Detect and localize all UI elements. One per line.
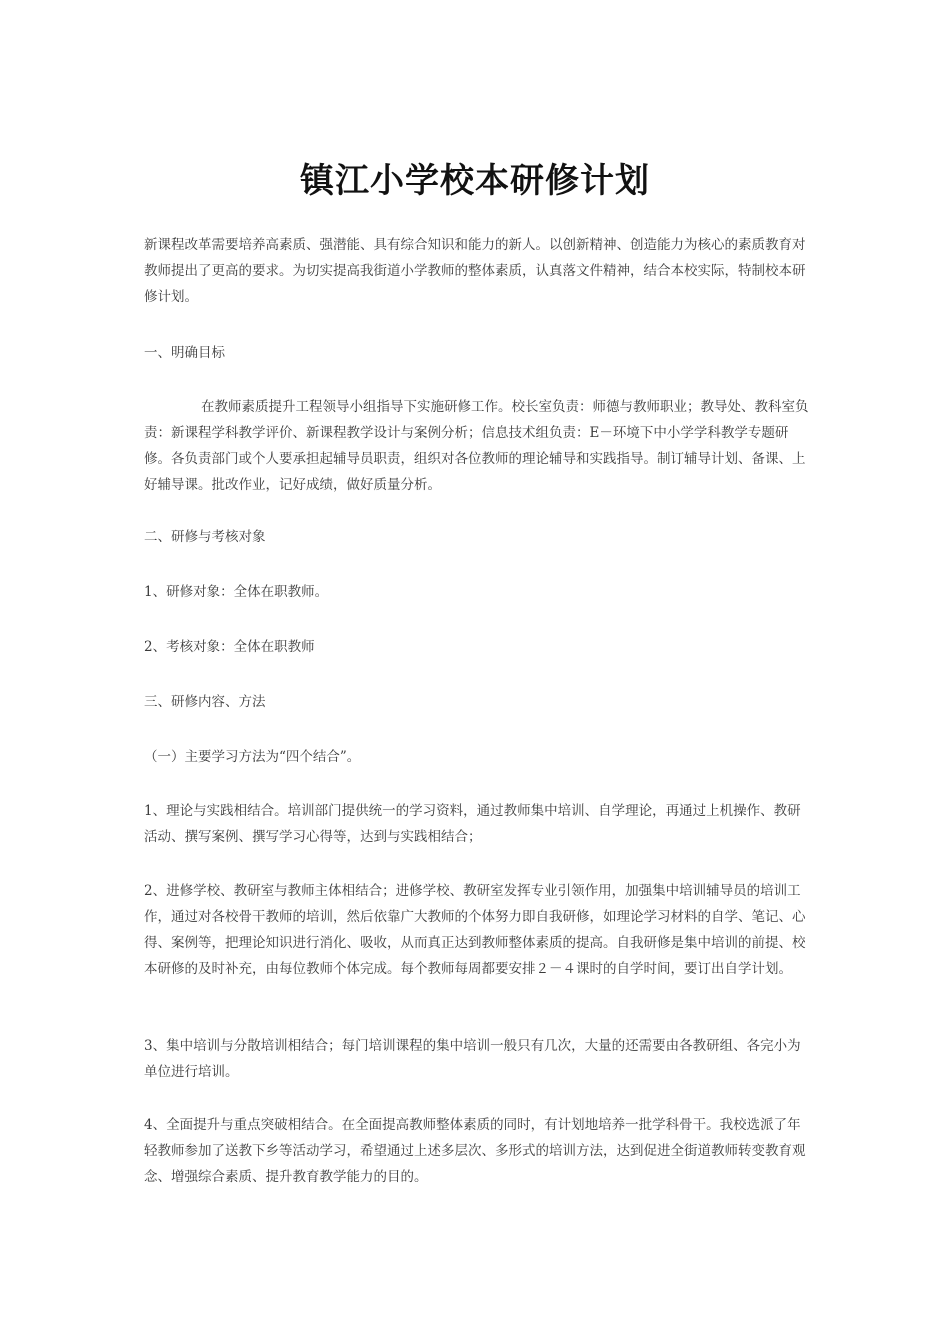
section2-heading: 二、研修与考核对象	[144, 529, 266, 545]
section2-item-1: 1、研修对象：全体在职教师。	[144, 584, 329, 600]
section3-point-1: 1、理论与实践相结合。培训部门提供统一的学习资料，通过教师集中培训、自学理论，再通过上机操作、教研活动、撰写案例、撰写学习心得等，达到与实践相结合；	[144, 803, 801, 845]
section1-body: 在教师素质提升工程领导小组指导下实施研修工作。校长室负责：师德与教师职业；教导处、教科室负责：新课程学科教学评价、新课程教学设计与案例分析；信息技术组负责：E－环境下中小学学科教学专题研修。各负责部门或个人要承担起辅导员职责，组织对各位教师的理论辅导和实践指导。制订辅导计划、备课、上好辅导课。批改作业，记好成绩，做好质量分析。	[144, 399, 809, 493]
section3-subheading: （一）主要学习方法为“四个结合”。	[144, 749, 361, 765]
section2-item-2: 2、考核对象：全体在职教师	[144, 639, 315, 655]
section1-heading: 一、明确目标	[144, 345, 225, 361]
section3-heading: 三、研修内容、方法	[144, 694, 266, 710]
section3-point-4: 4、全面提升与重点突破相结合。在全面提高教师整体素质的同时，有计划地培养一批学科骨干。我校选派了年轻教师参加了送教下乡等活动学习，希望通过上述多层次、多形式的培训方法，达到促进全街道教师转变教育观念、增强综合素质、提升教育教学能力的目的。	[144, 1117, 806, 1185]
document-title: 镇江小学校本研修计划	[300, 161, 650, 201]
section3-point-3: 3、集中培训与分散培训相结合；每门培训课程的集中培训一般只有几次，大量的还需要由各教研组、各完小为单位进行培训。	[144, 1038, 801, 1080]
intro-paragraph: 新课程改革需要培养高素质、强潜能、具有综合知识和能力的新人。以创新精神、创造能力为核心的素质教育对教师提出了更高的要求。为切实提高我街道小学教师的整体素质，认真落文件精神，结合本校实际，特制校本研修计划。	[144, 237, 806, 305]
section3-point-2: 2、进修学校、教研室与教师主体相结合；进修学校、教研室发挥专业引领作用，加强集中培训辅导员的培训工作，通过对各校骨干教师的培训，然后依靠广大教师的个体努力即自我研修，如理论学习材料的自学、笔记、心得、案例等，把理论知识进行消化、吸收，从而真正达到教师整体素质的提高。自我研修是集中培训的前提、校本研修的及时补充，由每位教师个体完成。每个教师每周都要安排２－４课时的自学时间，要订出自学计划。	[144, 883, 806, 977]
